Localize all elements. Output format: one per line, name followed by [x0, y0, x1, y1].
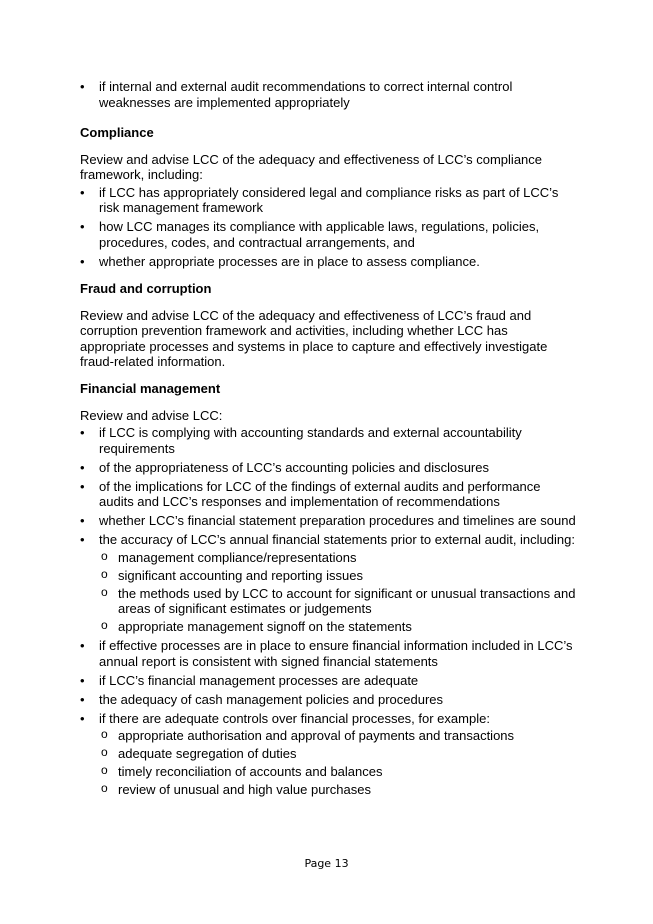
sub-list-item: [99, 568, 576, 584]
bullet-marker: •: [80, 691, 85, 707]
statements-sub-list: [99, 550, 576, 635]
sub-bullet-marker: o: [101, 781, 108, 795]
fraud-text: Review and advise LCC of the adequacy and effectiveness of LCC’s fraud and corruption prevention framework and activities, including whether LCC has appropriate processes and systems in place to capture and effectively investigate fraud-related information.: [80, 307, 548, 369]
top-bullet-list: [80, 79, 576, 110]
bullet-marker: •: [80, 532, 85, 547]
compliance-heading: Compliance: [80, 124, 154, 140]
sub-list-item: [99, 586, 576, 617]
list-item-text: if LCC is complying with accounting standards and external accountability requirements: [99, 425, 522, 456]
list-item: [80, 425, 576, 456]
list-item: [80, 673, 576, 689]
list-item: [80, 479, 576, 510]
list-item-text: if LCC’s financial management processes are adequate: [99, 672, 419, 688]
list-item-text: if there are adequate controls over financial processes, for example:: [99, 710, 490, 726]
bullet-marker: •: [80, 672, 85, 688]
financial-bullet-list: [80, 425, 576, 798]
list-item-text: of the implications for LCC of the findings of external audits and performance audits and LCC’s responses and implementation of recommendations: [99, 478, 541, 509]
list-item: [80, 79, 576, 110]
sub-list-item: [99, 728, 576, 744]
compliance-bullet-list: [80, 185, 576, 270]
compliance-intro: Review and advise LCC of the adequacy and effectiveness of LCC’s compliance framework, including:: [80, 151, 543, 182]
list-item-text: if effective processes are in place to ensure financial information included in LCC’s annual report is consistent with signed financial statements: [99, 638, 573, 669]
list-item: [80, 460, 576, 476]
list-item-text: whether appropriate processes are in place to assess compliance.: [99, 253, 480, 269]
sub-bullet-marker: o: [101, 584, 108, 599]
list-item-text: if LCC has appropriately considered legal and compliance risks as part of LCC’s risk management framework: [99, 184, 559, 215]
list-item: [80, 711, 576, 798]
sub-list-item: [99, 619, 576, 635]
page-number: Page 13: [304, 857, 349, 870]
sub-bullet-marker: o: [101, 763, 108, 777]
sub-list-item: [99, 764, 576, 780]
financial-heading: Financial management: [80, 380, 221, 396]
bullet-marker: •: [80, 79, 85, 94]
sub-list-item: [99, 550, 576, 566]
controls-sub-list: [99, 728, 576, 798]
bullet-marker: •: [80, 184, 85, 200]
sub-list-item: [99, 746, 576, 762]
list-item-text: whether LCC’s financial statement preparation procedures and timelines are sound: [99, 513, 576, 528]
list-item-text: the accuracy of LCC’s annual financial statements prior to external audit, including:: [99, 532, 575, 547]
sub-bullet-marker: o: [101, 566, 108, 581]
financial-intro: Review and advise LCC:: [80, 407, 223, 423]
sub-list-item-text: review of unusual and high value purchases: [118, 782, 371, 797]
bullet-marker: •: [80, 253, 85, 269]
list-item: [80, 532, 576, 635]
sub-list-item-text: the methods used by LCC to account for significant or unusual transactions and areas of significant estimates or judgements: [118, 585, 576, 616]
list-item: [80, 692, 576, 708]
sub-list-item-text: timely reconciliation of accounts and balances: [118, 764, 383, 779]
bullet-marker: •: [80, 459, 85, 475]
list-item-text: the adequacy of cash management policies and procedures: [99, 691, 443, 707]
bullet-marker: •: [80, 710, 85, 726]
sub-bullet-marker: o: [101, 745, 108, 759]
list-item-text: if internal and external audit recommendations to correct internal control weaknesses are implemented appropriately: [99, 79, 513, 110]
list-item: [80, 254, 576, 270]
list-item: [80, 513, 576, 529]
list-item-text: how LCC manages its compliance with applicable laws, regulations, policies, procedures, codes, and contractual arrangements, and: [99, 219, 540, 250]
sub-list-item-text: adequate segregation of duties: [118, 746, 297, 761]
bullet-marker: •: [80, 425, 85, 440]
bullet-marker: •: [80, 638, 85, 653]
document-page: [80, 79, 576, 801]
sub-bullet-marker: o: [101, 618, 108, 632]
bullet-marker: •: [80, 478, 85, 494]
bullet-marker: •: [80, 513, 85, 528]
sub-list-item-text: appropriate authorisation and approval of payments and transactions: [118, 728, 515, 743]
list-item: [80, 185, 576, 216]
list-item-text: of the appropriateness of LCC’s accounting policies and disclosures: [99, 459, 489, 475]
list-item: [80, 219, 576, 250]
bullet-marker: •: [80, 219, 85, 234]
sub-list-item: [99, 782, 576, 798]
sub-list-item-text: appropriate management signoff on the statements: [118, 619, 412, 634]
sub-bullet-marker: o: [101, 548, 108, 563]
sub-bullet-marker: o: [101, 727, 108, 741]
sub-list-item-text: management compliance/representations: [118, 549, 357, 565]
fraud-heading: Fraud and corruption: [80, 280, 212, 296]
sub-list-item-text: significant accounting and reporting issues: [118, 567, 363, 583]
list-item: [80, 638, 576, 669]
